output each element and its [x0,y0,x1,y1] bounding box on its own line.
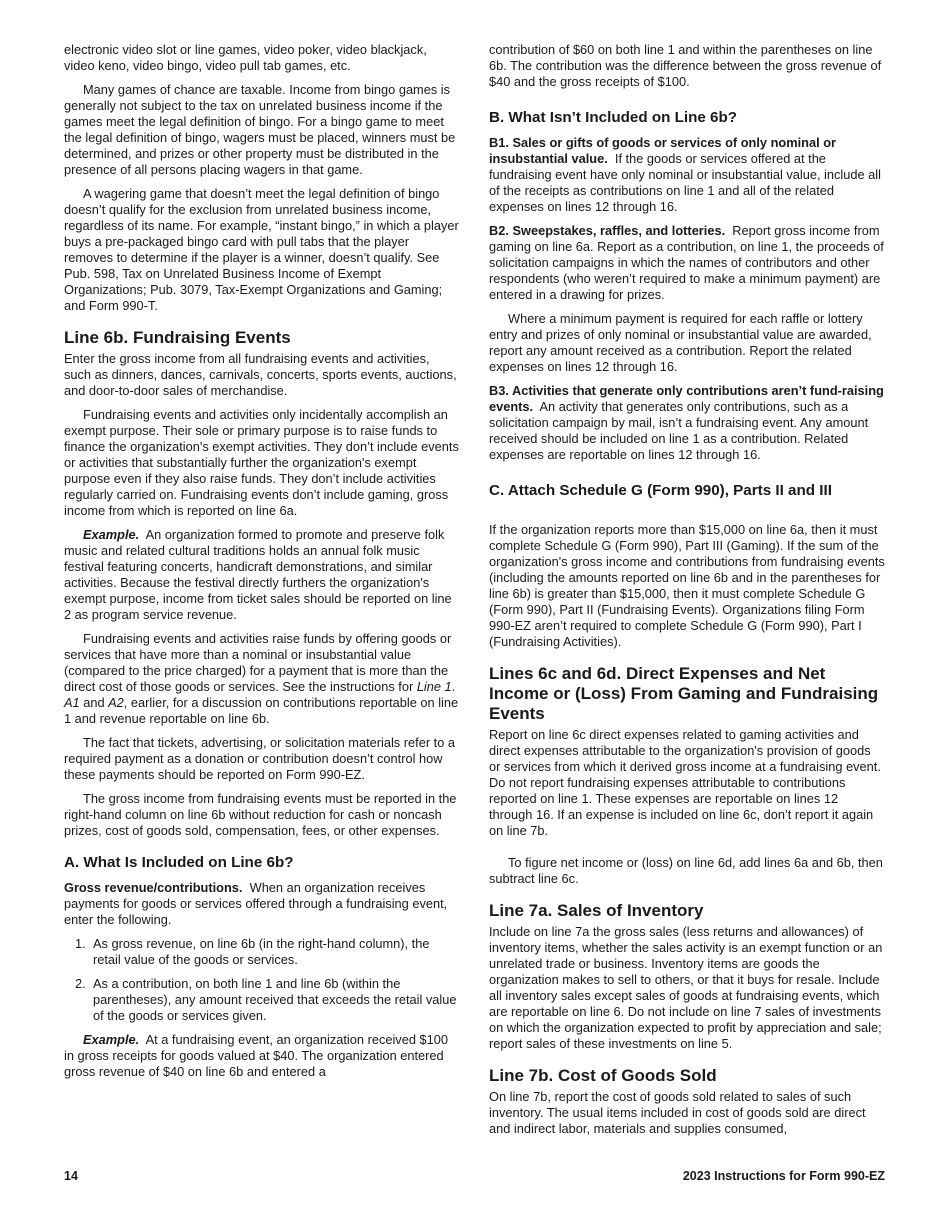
paragraph-continuation: electronic video slot or line games, video poker, video blackjack, video keno, video bingo, video pull tab games, etc. [64,42,427,73]
paragraph-7b: On line 7b, report the cost of goods sold related to sales of such inventory. The usual items included in cost of goods sold are direct and indirect labor, materials and supplies consumed, [489,1089,866,1136]
example-label: Example. [83,1032,140,1047]
b3-text: An activity that generates only contributions, such as a solicitation campaign by mail, isn’t a fundraising event. Any amount received should be included on line 1 as a contribution. Related expenses are reportable on lines 12 through 16. [489,399,869,462]
link-line-1[interactable]: Line 1 [416,679,452,694]
paragraph-wagering-game: A wagering game that doesn’t meet the legal definition of bingo doesn’t qualify for the exclusion from unrelated business income, regardless of its name. For example, “instant bingo,” in which a player buys a pre-packaged bingo card with pull tabs that the player removes to determine if the player is a winner, doesn’t qualify. See Pub. 598, Tax on Unrelated Business Income of Exempt Organizations; Pub. 3079, Tax-Exempt Organizations and Gaming; and Form 990-T. [64,186,459,313]
paragraph-minimum-payment: Where a minimum payment is required for each raffle or lottery entry and prizes of only nominal or insubstantial value are awarded, report any amount received as a contribution. Report the related expenses on lines 12 through 16. [489,311,872,374]
example-label: Example. [83,527,140,542]
right-column [489,42,885,1145]
b1-label: B1. Sales or gifts of goods or services of only nominal or insubstantial value. [489,135,837,166]
heading-line-7a: Line 7a. Sales of Inventory [489,901,704,920]
paragraph-example-fundraising [64,1032,460,1080]
paragraph-raise-funds [64,631,460,727]
list-item [64,976,460,1024]
heading-line-6b: Line 6b. Fundraising Events [64,328,291,347]
paragraph-7a: Include on line 7a the gross sales (less returns and allowances) of inventory items, whether the sales activity is an exempt function or an unrelated trade or business. Inventory items are goods the organization makes to sell to others, or that it buys for resale. Include all inventory sales except sales of goods at fundraising events, which are reportable on line 6. Do not include on line 7 sales of investments on which the organization expected to profit by appreciation and sale; report sales of these investments on line 5. [489,924,883,1051]
left-column [64,42,460,1088]
paragraph-b3 [489,383,885,463]
link-a2[interactable]: A2 [108,695,124,710]
b2-label: B2. Sweepstakes, raffles, and lotteries. [489,223,726,238]
example-text: At a fundraising event, an organization received $100 in gross receipts for goods valued at $40. The organization entered gross revenue of $40 on line 6b and entered a [64,1032,448,1079]
paragraph-schedule-g: If the organization reports more than $15,000 on line 6a, then it must complete Schedule G (Form 990), Part III (Gaming). If the sum of the organization's gross income and contributions from fundraising events (including the amounts reported on line 6b and in the parentheses for line 6b) is greater than $15,000, then it must complete Schedule G (Form 990), Part II (Fundraising Events). Organizations filing Form 990-EZ aren’t required to complete Schedule G (Form 990), Part I (Fundraising Activities). [489,522,885,649]
example-text: An organization formed to promote and preserve folk music and related cultural traditions holds an annual folk music festival featuring concerts, handicraft demonstrations, and similar activities. Because the festival directly furthers the organization's exempt purpose, income from ticket sales should be reported on line 2 as program service revenue. [64,527,452,622]
paragraph-continuation: contribution of $60 on both line 1 and within the parentheses on line 6b. The contribution was the difference between the gross revenue of $40 and the gross receipts of $100. [489,42,882,89]
paragraph-6b-incidental: Fundraising events and activities only incidentally accomplish an exempt purpose. Their sole or primary purpose is to raise funds to finance the organization's exempt activities. They don’t include events or activities that substantially further the organization's exempt purpose even if they also raise funds. They don’t include activities regularly carried on. Fundraising events don’t include gaming, gross income from which is reported on line 6a. [64,407,459,518]
numbered-list [64,936,460,1024]
heading-section-a: A. What Is Included on Line 6b? [64,854,294,871]
list-text: As a contribution, on both line 1 and line 6b (within the parentheses), any amount received that exceeds the retail value of the goods or services given. [93,976,457,1023]
list-text: As gross revenue, on line 6b (in the right-hand column), the retail value of the goods or services. [93,936,430,967]
raise-text-a: Fundraising events and activities raise funds by offering goods or services that have more than a nominal or insubstantial value (compared to the price charged) for a payment that is more than the direct cost of those goods or services. See the instructions for [64,631,452,694]
paragraph-games-of-chance: Many games of chance are taxable. Income from bingo games is generally not subject to the tax on unrelated business income if the games meet the legal definition of bingo. For a bingo game to meet the legal definition of bingo, wagers must be placed, winners must be determined, and prizes or other property must be distributed in the presence of all persons placing wagers in that game. [64,82,456,177]
gross-revenue-text: When an organization receives payments for goods or services offered through a fundraising event, enter the following. [64,880,448,927]
paragraph-6c: Report on line 6c direct expenses related to gaming activities and direct expenses attributable to the organization's provision of goods or services from which it derived gross income at a fundraising event. Do not report fundraising expenses attributable to contributions reported on line 1. These expenses are reportable on lines 12 through 16. If an expense is included on line 6c, don’t report it again on line 7b. [489,727,881,838]
page-number: 14 [64,1169,78,1183]
b3-label: B3. Activities that generate only contributions aren’t fund-raising events. [489,383,884,414]
paragraph-gross-income: The gross income from fundraising events must be reported in the right-hand column on line 6b without reduction for cash or noncash prizes, cost of goods sold, compensation, fees, or other expenses. [64,791,457,838]
paragraph-tickets: The fact that tickets, advertising, or solicitation materials refer to a required payment as a donation or contribution doesn’t control how these payments should be reported on Form 990-EZ. [64,735,455,782]
list-number: 1. [75,936,86,951]
paragraph-b1 [489,135,885,215]
heading-section-b: B. What Isn’t Included on Line 6b? [489,109,738,126]
paragraph-gross-revenue [64,880,460,928]
paragraph-example-folk-music [64,527,460,623]
raise-text-b: , earlier, for a discussion on contributions reportable on line 1 and revenue reportable on line 6b. [64,695,459,726]
b1-text: If the goods or services offered at the fundraising event have only nominal or insubstantial value, include all of the receipts as contributions on line 1 and all of the related expenses on lines 12 through 16. [489,151,881,214]
paragraph-6d: To figure net income or (loss) on line 6d, add lines 6a and 6b, then subtract line 6c. [489,855,883,886]
paragraph-6b-intro: Enter the gross income from all fundraising events and activities, such as dinners, dances, carnivals, concerts, sports events, auctions, and door-to-door sales of merchandise. [64,351,457,398]
heading-section-c: C. Attach Schedule G (Form 990), Parts II and III [489,482,832,499]
list-number: 2. [75,976,86,991]
heading-lines-6c-6d: Lines 6c and 6d. Direct Expenses and Net Income or (Loss) From Gaming and Fundraising Events [489,664,879,723]
list-item [64,936,460,968]
raise-text-and: and [79,695,109,710]
gross-revenue-label: Gross revenue/contributions. [64,880,243,895]
b2-text: Report gross income from gaming on line 6a. Report as a contribution, on line 1, the proceeds of solicitation campaigns in which the names of contributors and other respondents (who weren’t required to make a minimum payment) are entered in a drawing for prizes. [489,223,884,302]
raise-text-dot: . [451,679,456,694]
paragraph-b2 [489,223,885,303]
document-title: 2023 Instructions for Form 990-EZ [682,1169,885,1183]
link-a1[interactable]: A1 [64,695,80,710]
heading-line-7b: Line 7b. Cost of Goods Sold [489,1066,717,1085]
